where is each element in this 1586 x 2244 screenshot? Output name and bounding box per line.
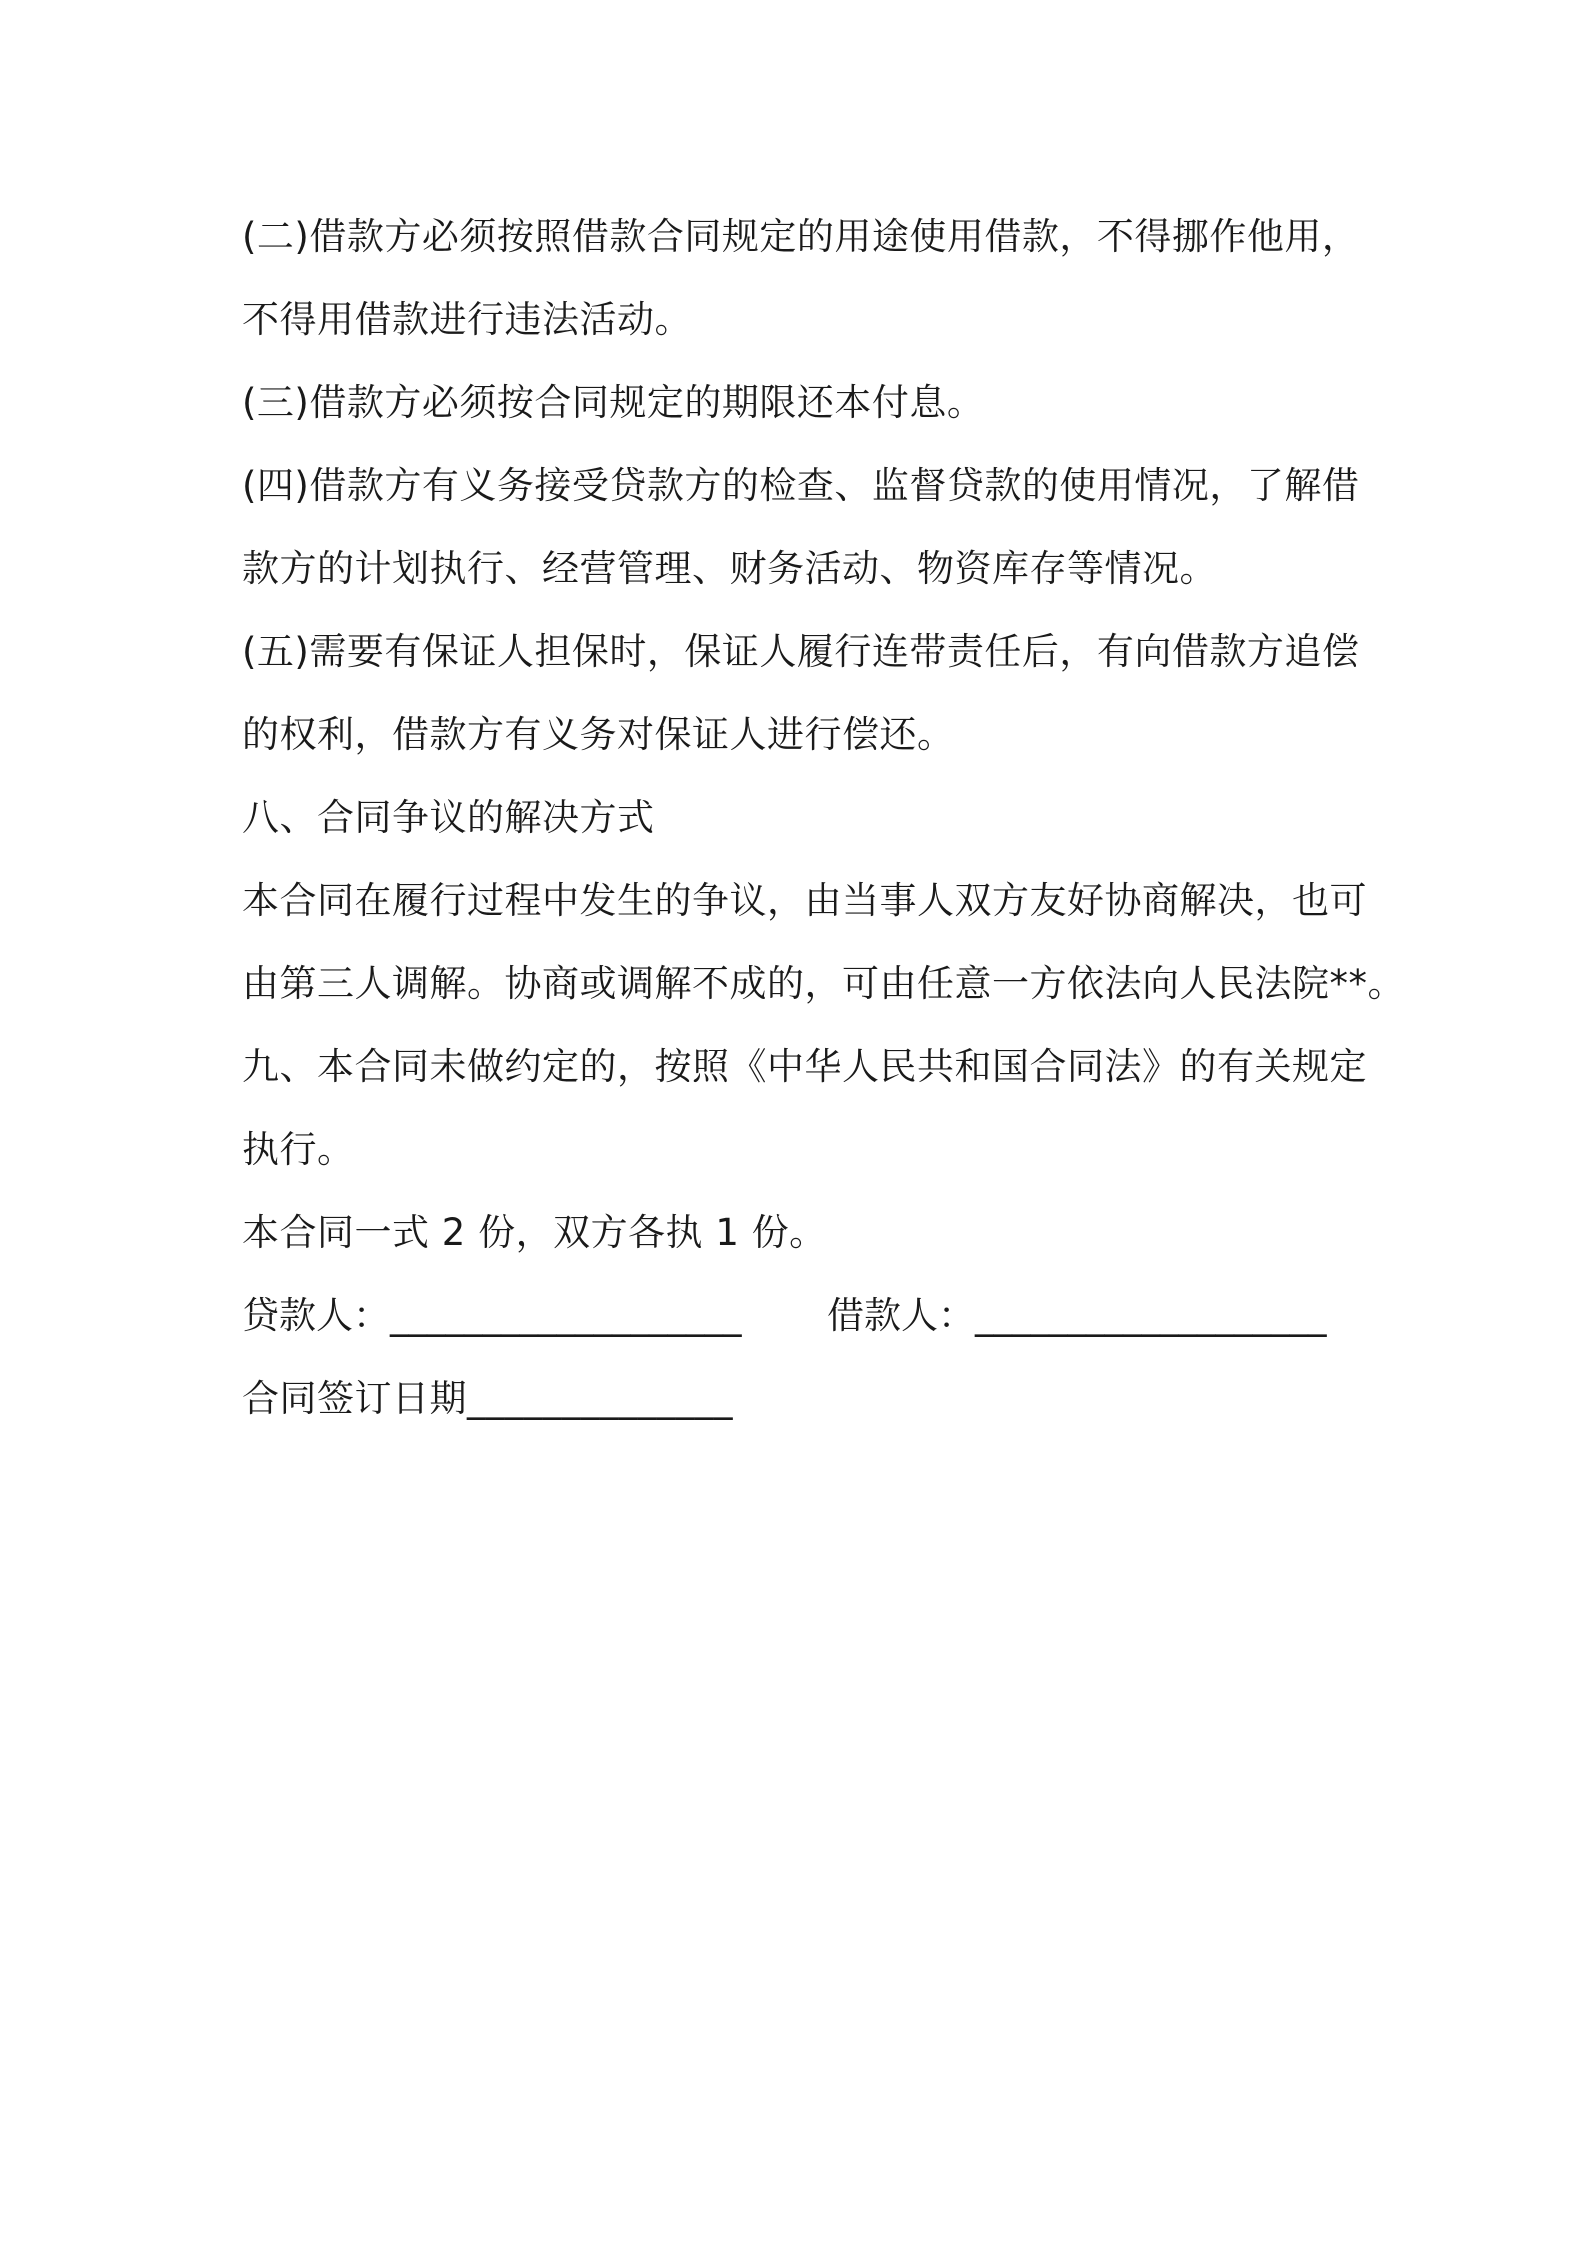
- borrower-signature-field: 借款人：___________________: [827, 1294, 1327, 1337]
- section-9-line-1: 九、本合同未做约定的，按照《中华人民共和国合同法》的有关规定: [242, 1045, 1367, 1088]
- section-8-line-2: 由第三人调解。协商或调解不成的，可由任意一方依法向人民法院**。: [242, 962, 1405, 1005]
- clause-4-line-2: 款方的计划执行、经营管理、财务活动、物资库存等情况。: [242, 547, 1217, 590]
- signature-row: [242, 1274, 1362, 1357]
- section-9-line-2: 执行。: [242, 1128, 355, 1171]
- lender-signature-field: 贷款人：___________________: [242, 1294, 742, 1337]
- section-8-heading: 八、合同争议的解决方式: [242, 796, 655, 839]
- clause-2-line-1: (二)借款方必须按照借款合同规定的用途使用借款，不得挪作他用，: [242, 215, 1360, 258]
- clause-5-line-1: (五)需要有保证人担保时，保证人履行连带责任后，有向借款方追偿: [242, 630, 1360, 673]
- clause-5-line-2: 的权利，借款方有义务对保证人进行偿还。: [242, 713, 955, 756]
- copies-statement: 本合同一式 2 份，双方各执 1 份。: [242, 1211, 827, 1254]
- clause-4-line-1: (四)借款方有义务接受贷款方的检查、监督贷款的使用情况，了解借: [242, 464, 1360, 507]
- section-8-line-1: 本合同在履行过程中发生的争议，由当事人双方友好协商解决，也可: [242, 879, 1367, 922]
- contract-date-field: 合同签订日期______________: [242, 1377, 733, 1420]
- clause-2-line-2: 不得用借款进行违法活动。: [242, 298, 692, 341]
- clause-3-line: (三)借款方必须按合同规定的期限还本付息。: [242, 381, 985, 424]
- document-body: [242, 195, 1405, 1440]
